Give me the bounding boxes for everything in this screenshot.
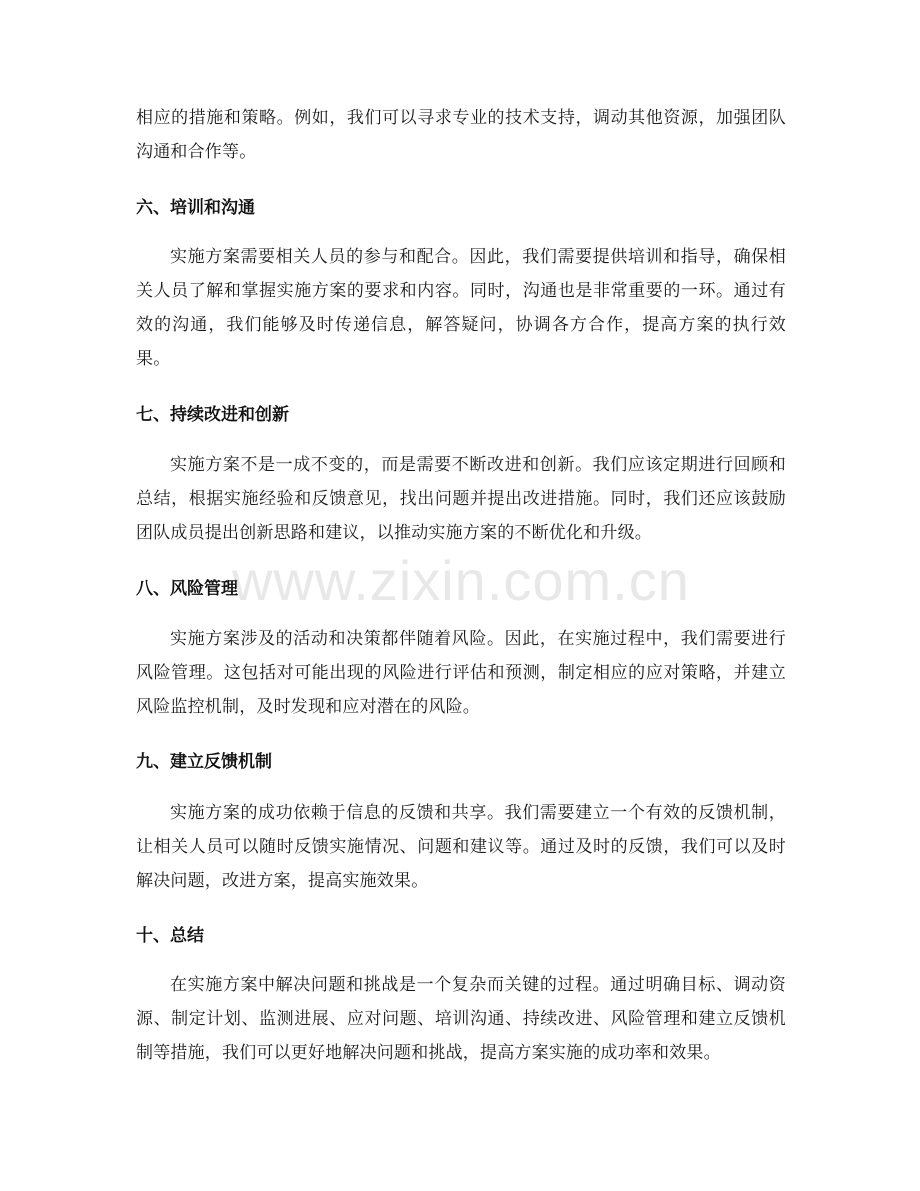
section-body-8: 实施方案涉及的活动和决策都伴随着风险。因此，在实施过程中，我们需要进行风险管理。这包括对可能出现的风险进行评估和预测，制定相应的应对策略，并建立风险监控机制，及时发现和应对潜在的风险。 — [136, 629, 786, 717]
section-heading-7: 七、持续改进和创新 — [136, 405, 289, 425]
intro-paragraph: 相应的措施和策略。例如，我们可以寻求专业的技术支持，调动其他资源，加强团队沟通和合作等。 — [136, 108, 786, 162]
section-heading-6: 六、培训和沟通 — [136, 198, 255, 218]
watermark: www.zixin.com.cn — [232, 549, 690, 612]
section-body-9: 实施方案的成功依赖于信息的反馈和共享。我们需要建立一个有效的反馈机制，让相关人员可以随时反馈实施情况、问题和建议等。通过及时的反馈，我们可以及时解决问题，改进方案，提高实施效果。 — [136, 803, 786, 891]
section-body-7: 实施方案不是一成不变的，而是需要不断改进和创新。我们应该定期进行回顾和总结，根据实施经验和反馈意见，找出问题并提出改进措施。同时，我们还应该鼓励团队成员提出创新思路和建议，以推动实施方案的不断优化和升级。 — [136, 455, 786, 543]
section-body-10: 在实施方案中解决问题和挑战是一个复杂而关键的过程。通过明确目标、调动资源、制定计划、监测进展、应对问题、培训沟通、持续改进、风险管理和建立反馈机制等措施，我们可以更好地解决问题和挑战，提高方案实施的成功率和效果。 — [136, 975, 786, 1063]
section-heading-9: 九、建立反馈机制 — [136, 752, 272, 772]
section-heading-10: 十、总结 — [136, 926, 204, 946]
section-heading-8: 八、风险管理 — [136, 579, 238, 599]
section-body-6: 实施方案需要相关人员的参与和配合。因此，我们需要提供培训和指导，确保相关人员了解和掌握实施方案的要求和内容。同时，沟通也是非常重要的一环。通过有效的沟通，我们能够及时传递信息，解答疑问，协调各方合作，提高方案的执行效果。 — [136, 247, 786, 369]
